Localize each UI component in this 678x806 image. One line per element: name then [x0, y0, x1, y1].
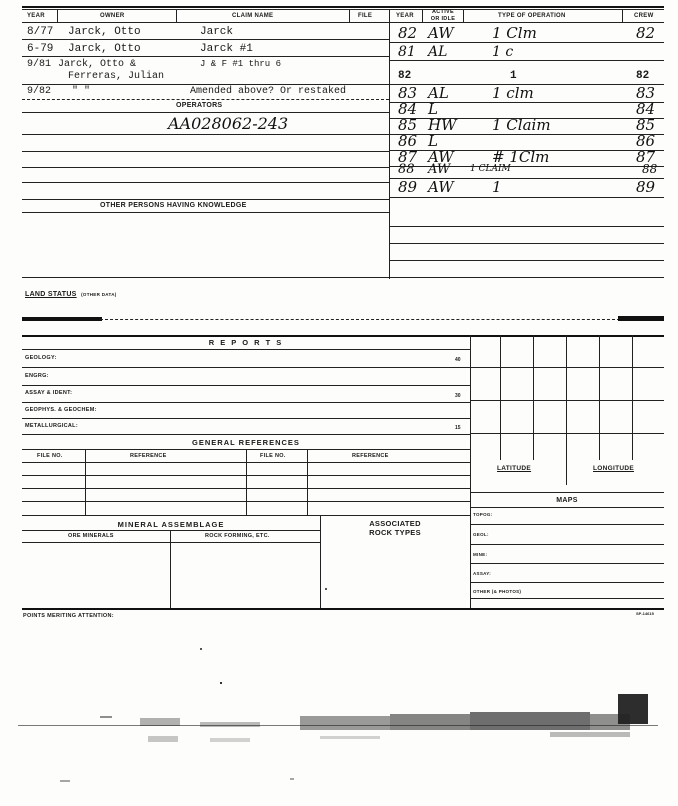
activity-row-7-status: L — [428, 132, 438, 150]
mineral-sub-rule — [22, 542, 320, 543]
owner-row-5-owner: " " — [72, 86, 91, 97]
general-refs-reference: REFERENCE — [130, 453, 167, 459]
operators-line-4 — [22, 182, 389, 183]
scan-dot-1 — [220, 682, 222, 684]
report-geophys-label: GEOPHYS. & GEOCHEM: — [25, 407, 97, 413]
activity-row-7-crew: 86 — [636, 132, 656, 150]
mineral-divider — [320, 515, 321, 608]
latlong-bottom-rule — [470, 492, 664, 493]
header-or-idle: OR IDLE — [430, 16, 456, 22]
activity-row-3-crew: 82 — [636, 70, 650, 82]
col-line-type — [622, 9, 623, 22]
header-type-of-operation: TYPE OF OPERATION — [498, 13, 566, 19]
owner-row-2-year: 6-79 — [27, 43, 54, 55]
general-refs-title: GENERAL REFERENCES — [192, 438, 300, 447]
refs-rule-1 — [22, 462, 470, 463]
associated-rock-types — [320, 519, 470, 537]
owner-row-1-claim: Jarck — [200, 26, 234, 38]
refs-col-3 — [307, 449, 308, 515]
header-claim-name: CLAIM NAME — [232, 13, 274, 19]
land-status — [25, 283, 117, 301]
owner-row-5-claim: Amended above? Or restaked — [190, 86, 347, 97]
right-empty-line-2 — [389, 243, 664, 244]
maps-other: OTHER (& PHOTOS) — [473, 589, 522, 594]
scan-noise-strip — [18, 694, 658, 782]
scan-dot-2 — [200, 648, 202, 650]
ore-minerals-label: ORE MINERALS — [68, 533, 114, 539]
maps-rule-2 — [470, 544, 664, 545]
activity-row-2-status: AL — [428, 44, 448, 60]
grid-h-2 — [470, 400, 664, 401]
land-status-sub: (OTHER DATA) — [81, 292, 117, 297]
owner-row-1-owner: Jarck, Otto — [68, 26, 141, 38]
latitude-label: LATITUDE — [497, 465, 532, 472]
grid-v-5 — [632, 335, 633, 460]
other-persons-rule — [22, 212, 389, 213]
report-rule-3 — [22, 402, 470, 403]
activity-row-6-year: 85 — [398, 116, 418, 134]
top-section-bottom-rule — [22, 277, 664, 278]
activity-row-6-status: HW — [428, 116, 457, 134]
activity-row-4-year: 83 — [398, 84, 418, 102]
header-year: YEAR — [27, 13, 45, 19]
activity-row-9-crew: 88 — [642, 162, 658, 176]
activity-row-8-crew: 87 — [636, 148, 656, 166]
other-persons-label: OTHER PERSONS HAVING KNOWLEDGE — [100, 202, 247, 209]
activity-row-10-year: 89 — [398, 178, 418, 196]
owner-row-2-rule — [22, 56, 389, 57]
grid-v-3 — [566, 335, 567, 485]
activity-row-10-crew: 89 — [636, 178, 656, 196]
header-year-2: YEAR — [396, 13, 414, 19]
operators-line-2 — [22, 151, 389, 152]
owner-row-4-owner: Ferreras, Julian — [68, 71, 165, 82]
header-active: ACTIVE — [432, 9, 454, 15]
activity-row-6-crew: 85 — [636, 116, 656, 134]
activity-rule-2 — [389, 60, 664, 61]
activity-row-10-type: 1 — [492, 178, 502, 196]
owner-row-1-year: 8/77 — [27, 26, 54, 38]
associated-label: ASSOCIATED — [369, 519, 421, 528]
report-rule-5 — [22, 434, 470, 435]
scan-noise-bottom — [0, 680, 678, 806]
activity-row-2-year: 81 — [398, 44, 416, 60]
grid-h-1 — [470, 367, 664, 368]
header-crew: CREW — [634, 13, 654, 19]
col-line-year2 — [422, 9, 423, 22]
maps-rule-3 — [470, 563, 664, 564]
col-line-owner — [176, 9, 177, 22]
top-rule-thin — [22, 9, 664, 10]
report-geology-num: 40 — [455, 357, 461, 363]
activity-row-8-year: 87 — [398, 148, 418, 166]
grid-h-3 — [470, 433, 664, 434]
general-refs-file-no: FILE NO. — [37, 453, 63, 459]
owner-row-2-claim: Jarck #1 — [200, 43, 253, 55]
right-block-divider — [470, 335, 471, 608]
right-empty-line-3 — [389, 260, 664, 261]
owner-row-4-rule — [22, 99, 389, 100]
maps-mine: MINE: — [473, 552, 488, 557]
activity-row-5-year: 84 — [398, 100, 418, 118]
owner-row-3-year: 9/81 — [27, 59, 52, 70]
refs-col-1 — [85, 449, 86, 515]
activity-row-7-year: 86 — [398, 132, 418, 150]
points-meriting-attention: POINTS MERITING ATTENTION: — [23, 613, 114, 619]
report-engrg-label: ENGRG: — [25, 373, 49, 379]
activity-row-1-year: 82 — [398, 24, 418, 42]
activity-row-3-type: 1 — [510, 70, 517, 82]
general-refs-file-no-2: FILE NO. — [260, 453, 286, 459]
bottom-rule — [22, 608, 664, 610]
refs-rule-5 — [22, 515, 470, 516]
maps-topog: TOPOG: — [473, 512, 493, 517]
general-refs-reference-2: REFERENCE — [352, 453, 389, 459]
owner-row-2-owner: Jarck, Otto — [68, 43, 141, 55]
rock-forming-label: ROCK FORMING, ETC. — [205, 533, 270, 539]
col-line-file — [389, 9, 390, 279]
report-assay-label: ASSAY & IDENT: — [25, 390, 73, 396]
operators-label: OPERATORS — [176, 102, 223, 109]
activity-row-4-type: 1 clm — [492, 84, 534, 102]
owner-row-1-rule — [22, 39, 389, 40]
grid-v-2 — [533, 335, 534, 460]
report-rule-1 — [22, 367, 470, 368]
land-status-smudge-left — [22, 317, 102, 321]
longitude-label: LONGITUDE — [593, 465, 634, 472]
activity-row-8-status: AW — [428, 148, 454, 166]
report-metallurgical-num: 15 — [455, 425, 461, 431]
maps-assay: ASSAY: — [473, 571, 492, 576]
activity-rule-1 — [389, 42, 664, 43]
report-assay-num: 30 — [455, 393, 461, 399]
activity-rule-10 — [389, 197, 664, 198]
reports-top-rule — [22, 335, 664, 337]
report-metallurgical-label: METALLURGICAL: — [25, 423, 78, 429]
report-rule-2 — [22, 385, 470, 386]
activity-row-1-crew: 82 — [636, 24, 656, 42]
activity-row-3-year: 82 — [398, 70, 412, 82]
maps-title-rule — [470, 507, 664, 508]
activity-row-1-status: AW — [428, 24, 454, 42]
activity-row-4-status: AL — [428, 84, 449, 102]
top-rule — [22, 6, 664, 8]
activity-row-4-crew: 83 — [636, 84, 656, 102]
maps-title: MAPS — [556, 497, 578, 504]
owner-row-3-owner: Jarck, Otto & — [58, 59, 137, 70]
refs-rule-3 — [22, 488, 470, 489]
col-line-active — [463, 9, 464, 22]
report-geology-label: GEOLOGY: — [25, 355, 57, 361]
form-number: SP-14615 — [636, 611, 654, 616]
activity-row-10-status: AW — [428, 178, 454, 196]
maps-rule-5 — [470, 598, 664, 599]
activity-row-9-type: 1 CLAIM — [470, 164, 511, 174]
land-status-smudge-right — [618, 316, 664, 321]
owner-row-5-year: 9/82 — [27, 86, 52, 97]
operators-line-1 — [22, 134, 389, 135]
operators-line-3 — [22, 167, 389, 168]
refs-rule-4 — [22, 501, 470, 502]
activity-row-5-status: L — [428, 100, 438, 118]
other-persons-top-rule — [22, 199, 389, 200]
refs-col-2 — [246, 449, 247, 515]
col-line-year — [57, 9, 58, 22]
report-rule-4 — [22, 418, 470, 419]
col-line-claim — [349, 9, 350, 22]
land-status-dashed-rule — [100, 319, 620, 320]
grid-v-1 — [500, 335, 501, 460]
scan-dot-3 — [325, 588, 327, 590]
maps-geol: GEOL: — [473, 532, 489, 537]
operators-rule — [22, 112, 389, 113]
mineral-title: MINERAL ASSEMBLAGE — [117, 520, 225, 529]
header-file: FILE — [358, 13, 373, 19]
grid-v-4 — [599, 335, 600, 460]
activity-row-6-type: 1 Claim — [492, 116, 551, 134]
reports-title-rule — [22, 349, 470, 350]
activity-row-5-crew: 84 — [636, 100, 656, 118]
activity-row-1-type: 1 Clm — [492, 24, 537, 42]
right-empty-line-1 — [389, 226, 664, 227]
refs-rule-2 — [22, 475, 470, 476]
activity-row-2-type: 1 c — [492, 44, 514, 60]
reports-title: R E P O R T S — [208, 338, 284, 347]
owner-row-3-rule — [22, 84, 389, 85]
land-status-label: LAND STATUS — [25, 291, 77, 298]
header-owner: OWNER — [100, 13, 125, 19]
owner-row-3-claim: J & F #1 thru 6 — [200, 59, 282, 69]
operators-value: AA028062-243 — [168, 114, 289, 133]
activity-row-9-year: 88 — [398, 162, 415, 177]
activity-row-9-status: AW — [428, 162, 451, 177]
activity-row-8-type: # 1Clm — [492, 148, 550, 166]
maps-rule-4 — [470, 582, 664, 583]
header-bottom-rule — [22, 22, 664, 23]
maps-rule-1 — [470, 524, 664, 525]
rock-types-label: ROCK TYPES — [369, 528, 421, 537]
header-active-idle — [424, 9, 462, 23]
mineral-title-rule — [22, 530, 320, 531]
